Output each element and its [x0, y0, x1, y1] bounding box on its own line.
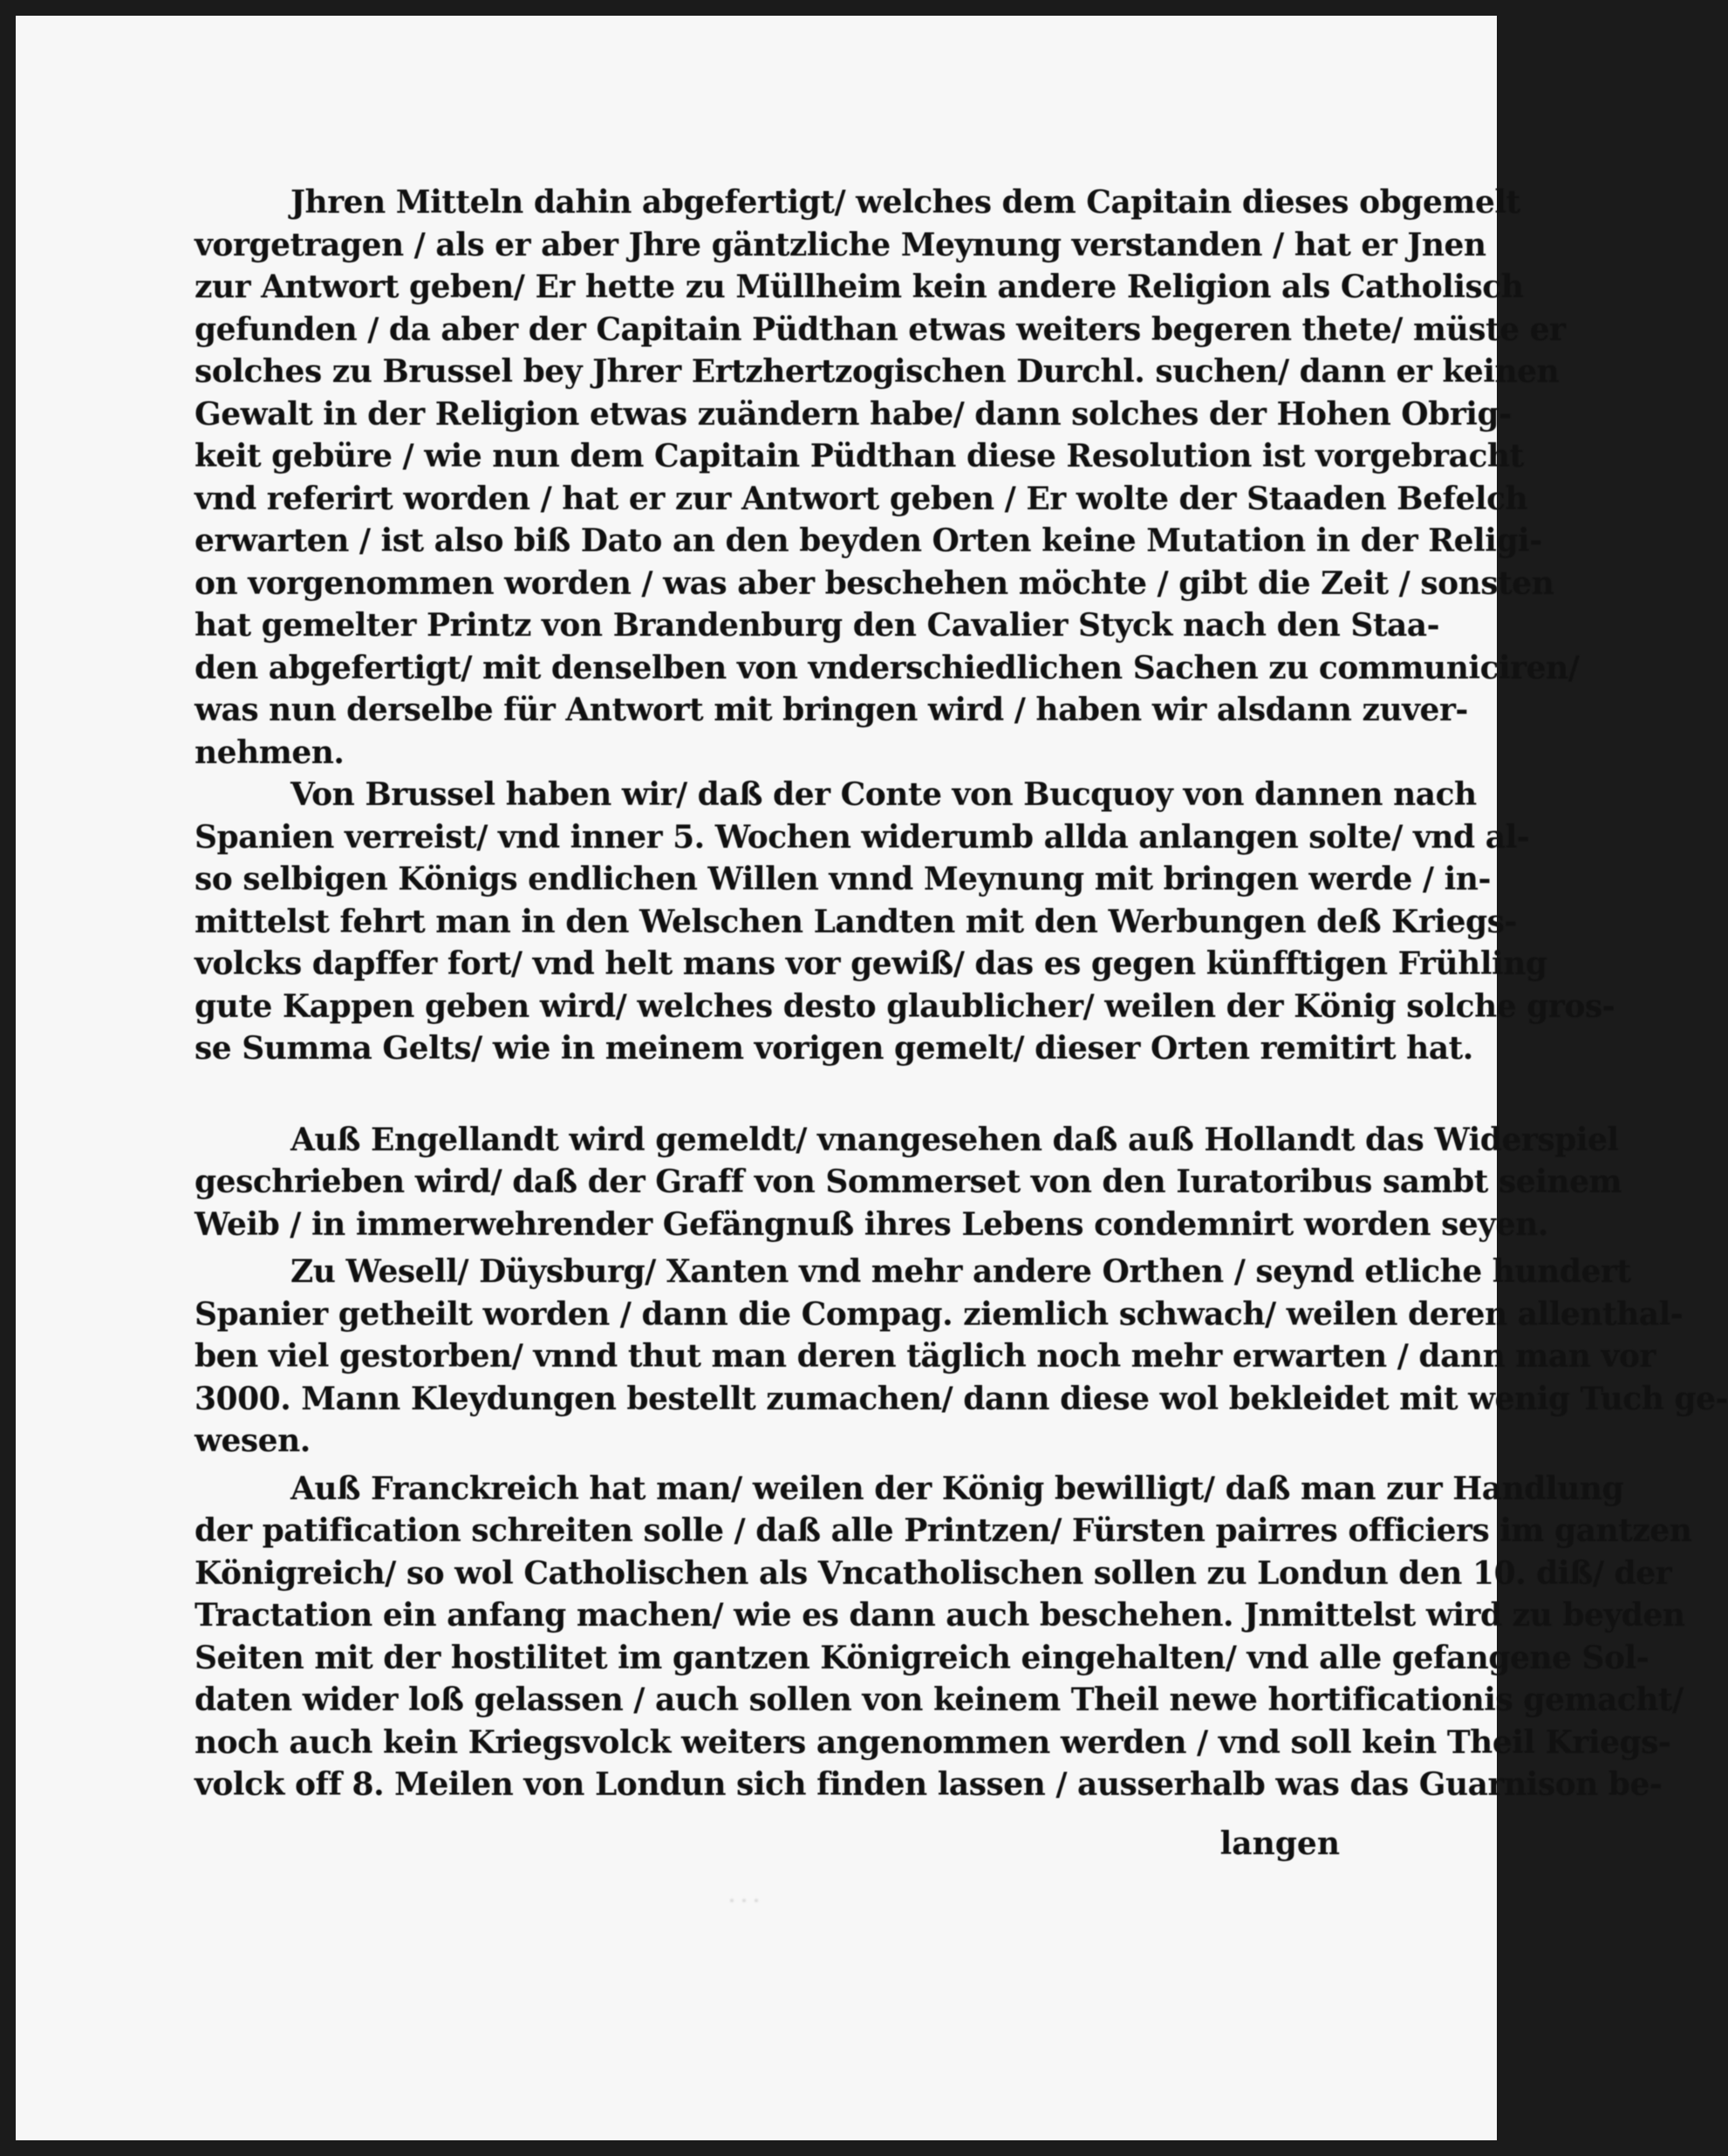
catchword-text: langen	[1219, 1825, 1340, 1862]
catchword	[1054, 1823, 1340, 1865]
text-line: mittelst fehrt man in den Welschen Landten mit den Werbungen deß Kriegs-	[195, 903, 1517, 940]
paragraph-2	[195, 774, 1615, 1070]
text-line: vnd referirt worden / hat er zur Antwort geben / Er wolte der Staaden Befelch	[195, 480, 1528, 517]
text-line: on vorgenommen worden / was aber beschehen möchte / gibt die Zeit / sonsten	[195, 564, 1554, 602]
document-body	[195, 181, 1728, 1806]
text-line: volck off 8. Meilen von Londun sich finden lassen / ausserhalb was das Guarnison be-	[195, 1766, 1663, 1803]
text-line: Seiten mit der hostilitet im gantzen Königreich eingehalten/ vnd alle gefangene Sol-	[195, 1639, 1649, 1676]
text-line: zur Antwort geben/ Er hette zu Müllheim kein andere Religion als Catholisch	[195, 269, 1524, 305]
text-line: was nun derselbe für Antwort mit bringen wird / haben wir alsdann zuver-	[195, 692, 1468, 728]
text-line: hat gemelter Printz von Brandenburg den Cavalier Styck nach den Staa-	[195, 607, 1440, 644]
text-line: gute Kappen geben wird/ welches desto glaublicher/ weilen der König solche gros-	[195, 987, 1615, 1025]
text-line: Auß Engellandt wird gemeldt/ vnangesehen daß auß Hollandt das Widerspiel	[290, 1121, 1619, 1158]
text-line: solches zu Brussel bey Jhrer Ertzhertzogischen Durchl. suchen/ dann er keinen	[195, 353, 1560, 390]
text-line: so selbigen Königs endlichen Willen vnnd Meynung mit bringen werde / in-	[195, 861, 1491, 897]
text-line: noch auch kein Kriegsvolck weiters angenommen werden / vnd soll kein Theil Kriegs-	[195, 1723, 1671, 1761]
paragraph-5	[195, 1468, 1692, 1806]
paragraph-1	[195, 181, 1580, 774]
text-line: nehmen.	[195, 733, 345, 771]
text-line: Jhren Mitteln dahin abgefertigt/ welches dem Capitain dieses obgemelt	[290, 184, 1520, 221]
text-line: den abgefertigt/ mit denselben von vnderschiedlichen Sachen zu communiciren/	[195, 649, 1580, 686]
text-line: se Summa Gelts/ wie in meinem vorigen gemelt/ dieser Orten remitirt hat.	[195, 1030, 1473, 1067]
paragraph-3	[195, 1119, 1622, 1246]
text-line: gefunden / da aber der Capitain Püdthan etwas weiters begeren thete/ müste er	[195, 310, 1566, 348]
text-line: Zu Wesell/ Düysburg/ Xanten vnd mehr andere Orthen / seynd etliche hundert	[290, 1253, 1631, 1290]
text-line: Von Brussel haben wir/ daß der Conte von Bucquoy von dannen nach	[290, 776, 1477, 813]
text-line: ben viel gestorben/ vnnd thut man deren täglich noch mehr erwarten / dann man vor	[195, 1338, 1656, 1375]
text-line: Tractation ein anfang machen/ wie es dann auch beschehen. Jnmittelst wird zu beyden	[195, 1597, 1685, 1634]
document-page	[16, 16, 1728, 2140]
text-line: der patification schreiten solle / daß alle Printzen/ Fürsten pairres officiers im gantzen	[195, 1512, 1692, 1549]
print-bleed-smudge: · · ·	[728, 1891, 760, 1913]
text-line: Spanien verreist/ vnd inner 5. Wochen widerumb allda anlangen solte/ vnd al-	[195, 818, 1530, 856]
text-line: geschrieben wird/ daß der Graff von Sommerset von den Iuratoribus sambt seinem	[195, 1163, 1622, 1200]
paragraph-4	[195, 1251, 1728, 1463]
text-line: daten wider loß gelassen / auch sollen von keinem Theil newe hortificationis gemacht/	[195, 1682, 1684, 1718]
text-line: wesen.	[195, 1423, 311, 1459]
text-line: 3000. Mann Kleydungen bestellt zumachen/ dann diese wol bekleidet mit wenig Tuch ge-	[195, 1380, 1728, 1417]
text-line: Spanier getheilt worden / dann die Compag. ziemlich schwach/ weilen deren allenthal-	[195, 1295, 1684, 1333]
text-line: erwarten / ist also biß Dato an den beyden Orten keine Mutation in der Religi-	[195, 522, 1542, 559]
text-line: vorgetragen / als er aber Jhre gäntzliche Meynung verstanden / hat er Jnen	[195, 226, 1486, 263]
text-line: Weib / in immerwehrender Gefängnuß ihres Lebens condemnirt worden seyen.	[195, 1205, 1548, 1243]
text-line: Königreich/ so wol Catholischen als Vncatholischen sollen zu Londun den 10. diß/ der	[195, 1554, 1672, 1592]
text-line: keit gebüre / wie nun dem Capitain Püdthan diese Resolution ist vorgebracht	[195, 438, 1524, 474]
text-line: Auß Franckreich hat man/ weilen der König bewilligt/ daß man zur Handlung	[290, 1470, 1624, 1507]
text-line: volcks dapffer fort/ vnd helt mans vor gewiß/ das es gegen künfftigen Frühling	[195, 945, 1547, 982]
section-gap	[195, 1070, 1355, 1119]
text-line: Gewalt in der Religion etwas zuändern habe/ dann solches der Hohen Obrig-	[195, 395, 1512, 433]
